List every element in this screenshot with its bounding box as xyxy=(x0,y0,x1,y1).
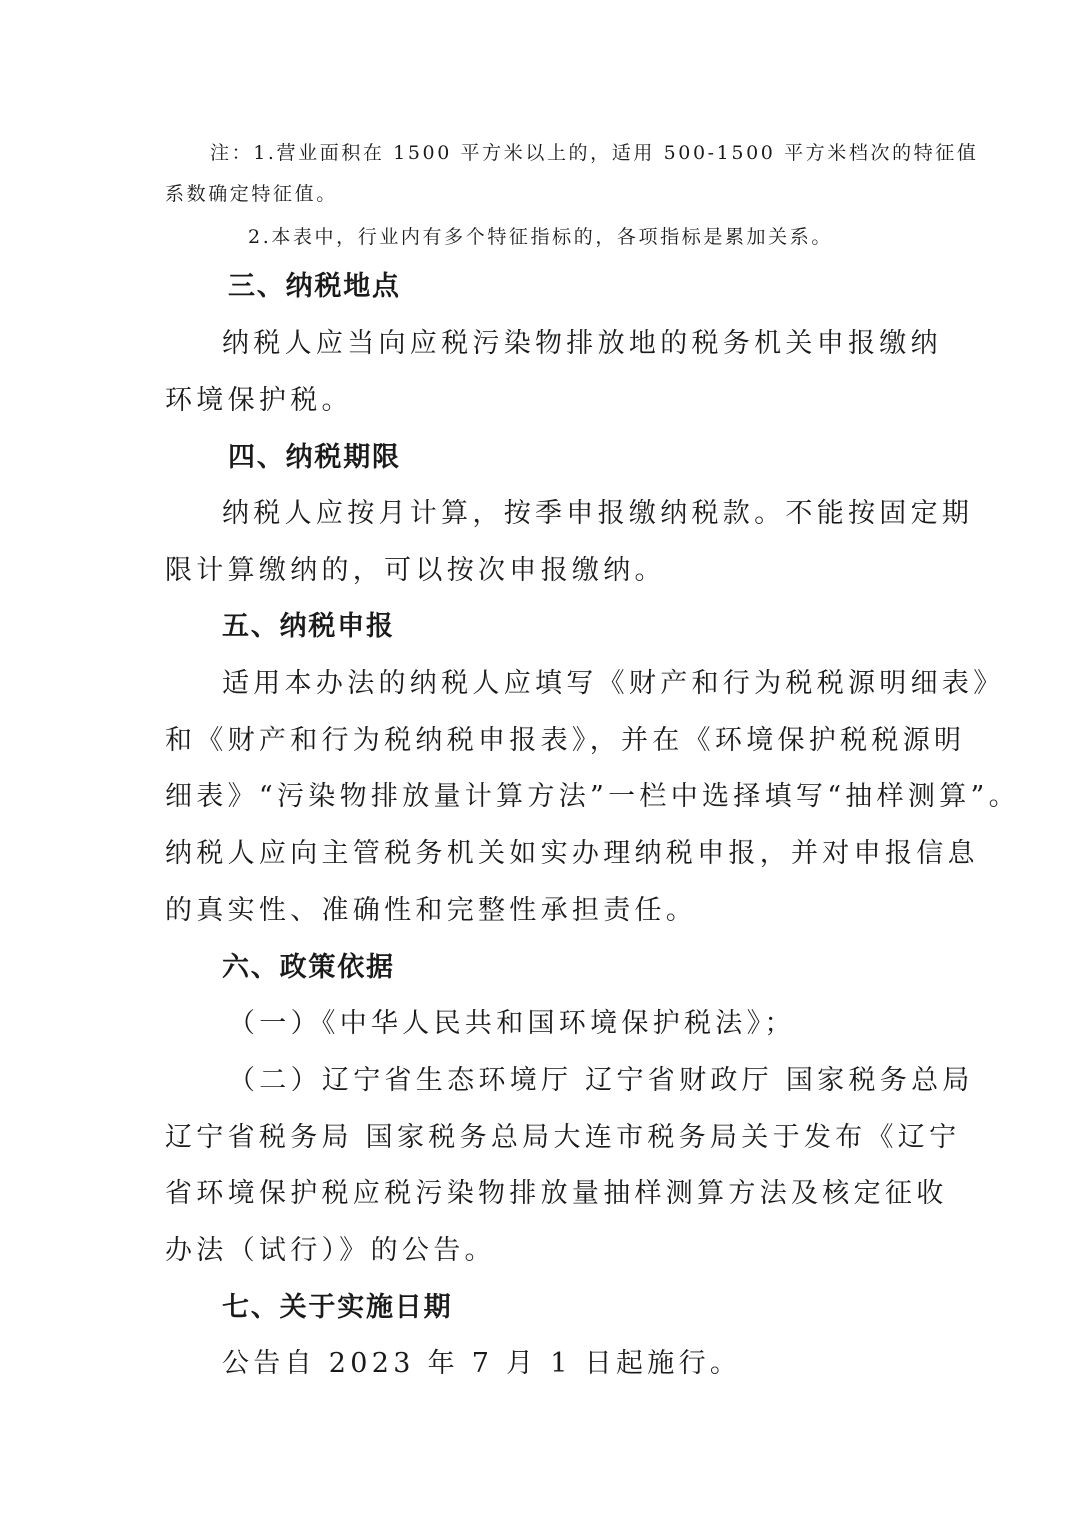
section-5-line: 细表》“污染物排放量计算方法”一栏中选择填写“抽样测算”。 xyxy=(165,781,1020,812)
section-4-heading: 四、纳税期限 xyxy=(228,442,401,473)
section-6-line: （二）辽宁省生态环境厅 辽宁省财政厅 国家税务总局 xyxy=(228,1065,974,1096)
section-5-line: 纳税人应向主管税务机关如实办理纳税申报，并对申报信息 xyxy=(165,838,979,869)
section-4-line: 限计算缴纳的，可以按次申报缴纳。 xyxy=(165,555,666,586)
section-5-heading: 五、纳税申报 xyxy=(222,611,395,642)
section-6-line: 辽宁省税务局 国家税务总局大连市税务局关于发布《辽宁 xyxy=(165,1122,961,1153)
section-6-line: （一）《中华人民共和国环境保护税法》； xyxy=(228,1008,796,1039)
note-line-3: 2.本表中，行业内有多个特征指标的，各项指标是累加关系。 xyxy=(248,226,833,248)
section-3-line: 纳税人应当向应税污染物排放地的税务机关申报缴纳 xyxy=(222,328,942,359)
section-6-line: 办法（试行）》的公告。 xyxy=(165,1235,496,1266)
section-3-heading: 三、纳税地点 xyxy=(228,271,401,302)
section-7-heading: 七、关于实施日期 xyxy=(222,1292,453,1323)
section-5-line: 的真实性、准确性和完整性承担责任。 xyxy=(165,895,698,926)
section-5-line: 和《财产和行为税纳税申报表》，并在《环境保护税税源明 xyxy=(165,725,966,756)
section-4-line: 纳税人应按月计算，按季申报缴纳税款。不能按固定期 xyxy=(222,498,974,529)
note-line-1: 注：1.营业面积在 1500 平方米以上的，适用 500-1500 平方米档次的特征值 xyxy=(210,142,979,164)
section-6-line: 省环境保护税应税污染物排放量抽样测算方法及核定征收 xyxy=(165,1178,948,1209)
section-3-line: 环境保护税。 xyxy=(165,385,353,416)
section-6-heading: 六、政策依据 xyxy=(222,952,395,983)
note-line-2: 系数确定特征值。 xyxy=(165,183,338,205)
section-7-line: 公告自 2023 年 7 月 1 日起施行。 xyxy=(222,1348,742,1379)
section-5-line: 适用本办法的纳税人应填写《财产和行为税税源明细表》 xyxy=(222,668,1005,699)
